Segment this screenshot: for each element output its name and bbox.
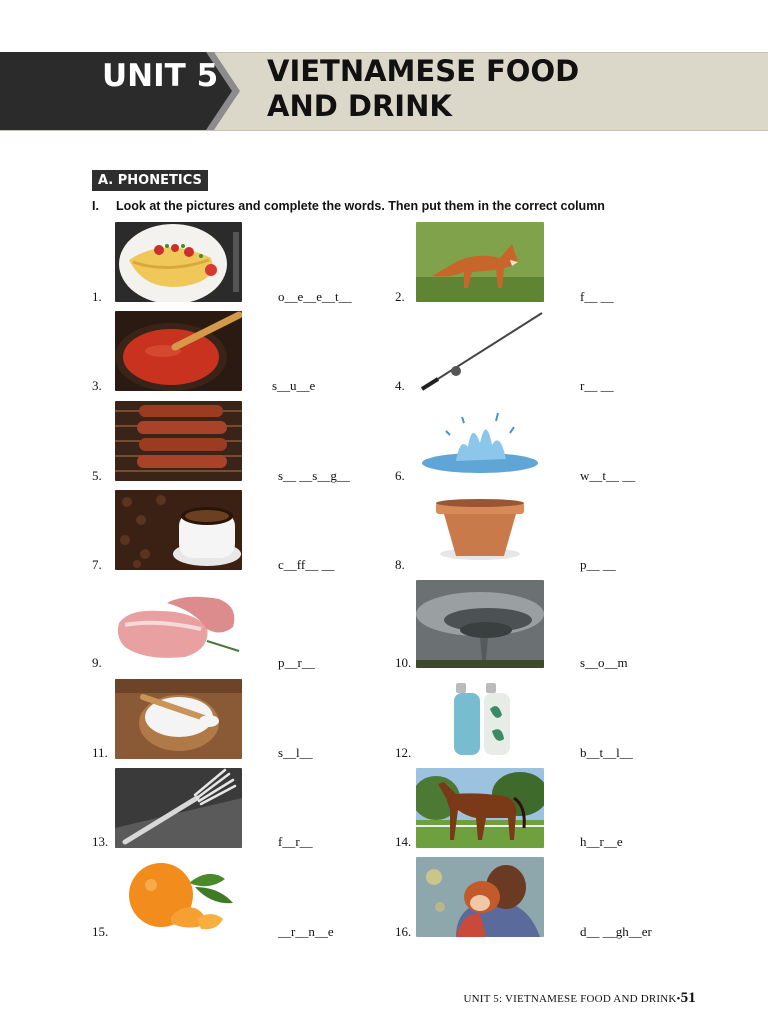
section-heading: A. PHONETICS xyxy=(92,170,208,191)
question-number: 6. xyxy=(395,468,405,483)
sauce-picture xyxy=(115,311,242,391)
word-blank: p__ __ xyxy=(580,557,616,572)
pot-picture xyxy=(416,490,544,570)
pork-picture xyxy=(115,589,242,669)
unit-label: UNIT 5 xyxy=(102,58,219,94)
question-number: 8. xyxy=(395,557,405,572)
word-blank: s__ __s__g__ xyxy=(278,468,350,483)
sausages-picture xyxy=(115,401,242,481)
word-blank: o__e__e__t__ xyxy=(278,289,352,304)
question-number: 1. xyxy=(92,289,102,304)
page-number: 51 xyxy=(680,990,696,1006)
unit-title-line-2: AND DRINK xyxy=(267,89,452,123)
bottles-picture xyxy=(416,679,544,759)
word-blank: f__r__ xyxy=(278,834,313,849)
question-number: 5. xyxy=(92,468,102,483)
word-blank: r__ __ xyxy=(580,378,614,393)
word-blank: d__ __gh__er xyxy=(580,924,652,939)
coffee-picture xyxy=(115,490,242,570)
omelette-picture xyxy=(115,222,242,302)
unit-title-line-1: VIETNAMESE FOOD xyxy=(267,54,580,88)
question-number: 15. xyxy=(92,924,109,939)
word-blank: s__o__m xyxy=(580,655,628,670)
question-number: 3. xyxy=(92,378,102,393)
question-number: 7. xyxy=(92,557,102,572)
question-number: 4. xyxy=(395,378,405,393)
footer-separator: • xyxy=(676,993,681,1005)
fishing-rod-picture xyxy=(416,311,544,391)
question-number: 10. xyxy=(395,655,412,670)
orange-picture xyxy=(115,857,242,937)
question-number: 14. xyxy=(395,834,412,849)
question-number: 16. xyxy=(395,924,412,939)
exercise-number: I. xyxy=(92,199,99,213)
word-blank: p__r__ xyxy=(278,655,315,670)
salt-picture xyxy=(115,679,242,759)
exercise-text: Look at the pictures and complete the words. Then put them in the correct column xyxy=(116,199,605,213)
word-blank: b__t__l__ xyxy=(580,745,633,760)
word-blank: h__r__e xyxy=(580,834,623,849)
fox-picture xyxy=(416,222,544,302)
word-blank: w__t__ __ xyxy=(580,468,636,483)
word-blank: c__ff__ __ xyxy=(278,557,335,572)
question-number: 13. xyxy=(92,834,109,849)
page-footer xyxy=(463,990,696,1007)
footer-text: UNIT 5: VIETNAMESE FOOD AND DRINK xyxy=(463,993,677,1005)
water-picture xyxy=(416,401,544,481)
word-blank: f__ __ xyxy=(580,289,614,304)
exercise-instruction xyxy=(92,199,605,213)
fork-picture xyxy=(115,768,242,848)
question-number: 2. xyxy=(395,289,405,304)
daughter-picture xyxy=(416,857,544,937)
word-blank: s__u__e xyxy=(272,378,316,393)
question-number: 9. xyxy=(92,655,102,670)
word-blank: s__l__ xyxy=(278,745,313,760)
word-blank: __r__n__e xyxy=(278,924,334,939)
storm-picture xyxy=(416,580,544,668)
horse-picture xyxy=(416,768,544,848)
question-number: 11. xyxy=(92,745,108,760)
question-number: 12. xyxy=(395,745,412,760)
unit-title xyxy=(267,54,747,124)
